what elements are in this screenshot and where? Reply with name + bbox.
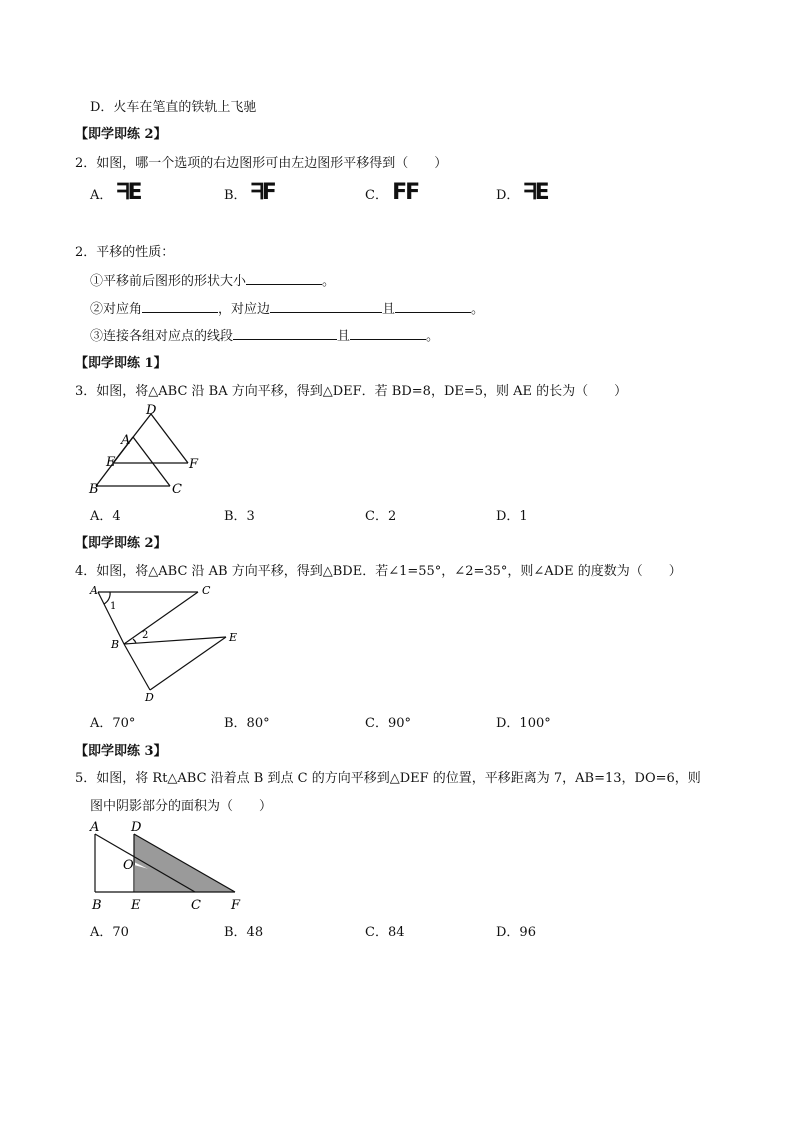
property-3: [90, 325, 439, 344]
q3-option-a: A．4: [90, 509, 121, 524]
section-tag: 【即学即练 2】: [75, 127, 167, 142]
option-label: C．: [365, 188, 388, 203]
q4-figure: [86, 582, 246, 704]
property-text: ①平移前后图形的形状大小: [90, 274, 247, 289]
q5-option-b: B．48: [224, 925, 264, 940]
property-text: ②对应角: [90, 302, 143, 317]
section-tag: 【即学即练 3】: [75, 744, 167, 759]
question-2-stem: 2．如图，哪一个选项的右边图形可由左边图形平移得到（ ）: [75, 156, 448, 171]
label-d: D: [145, 691, 154, 704]
answer-blank[interactable]: [142, 300, 218, 313]
label-c: C: [202, 584, 211, 597]
property-text: ③连接各组对应点的线段: [90, 329, 234, 344]
properties-heading: 2．平移的性质：: [75, 245, 175, 260]
label-e: E: [106, 455, 116, 470]
label-a: A: [90, 820, 100, 835]
option-figure: ᖷE: [116, 180, 141, 205]
q2-option-c: [365, 180, 418, 205]
q3-option-b: B．3: [224, 509, 255, 524]
q2-option-b: [224, 180, 275, 205]
q5-figure: [86, 818, 246, 912]
option-label: D．: [496, 188, 520, 203]
q4-option-d: D．100°: [496, 716, 551, 731]
answer-blank[interactable]: [246, 272, 322, 285]
q1-option-d: D．火车在笔直的铁轨上飞驰: [90, 100, 257, 115]
question-4-stem: 4．如图，将△ABC 沿 AB 方向平移，得到△BDE．若∠1=55°，∠2=35°，则∠ADE 的度数为（ ）: [75, 564, 682, 579]
property-text: 且: [337, 329, 351, 344]
q5-option-a: A．70: [90, 925, 129, 940]
question-5-stem-line-1: 5．如图，将 Rt△ABC 沿着点 B 到点 C 的方向平移到△DEF 的位置，平移距离为 7，AB=13，DO=6，则: [75, 771, 701, 786]
angle-1-label: 1: [110, 601, 117, 612]
label-e: E: [229, 631, 238, 644]
question-5-stem-line-2: 图中阴影部分的面积为（ ）: [90, 799, 273, 814]
label-b: B: [111, 638, 120, 651]
property-text: 且: [382, 302, 396, 317]
option-label: A．: [90, 188, 113, 203]
option-figure: FF: [392, 180, 419, 205]
q3-option-c: C．2: [365, 509, 397, 524]
label-b: B: [92, 898, 102, 912]
label-a: A: [90, 584, 98, 597]
label-b: B: [89, 482, 99, 497]
q3-figure: [86, 402, 216, 498]
q5-option-c: C．84: [365, 925, 405, 940]
property-2: [90, 298, 484, 317]
label-f: F: [231, 898, 241, 912]
option-label: B．: [224, 188, 247, 203]
label-a: A: [121, 433, 131, 448]
q4-option-a: A．70°: [90, 716, 136, 731]
angle-2-label: 2: [142, 630, 149, 641]
label-c: C: [172, 482, 182, 497]
label-f: F: [189, 457, 199, 472]
option-figure: ᖷF: [250, 180, 275, 205]
section-tag: 【即学即练 1】: [75, 356, 167, 371]
label-d: D: [146, 403, 157, 418]
label-d: D: [131, 820, 142, 835]
option-figure: ᖷE: [523, 180, 548, 205]
answer-blank[interactable]: [395, 300, 471, 313]
label-c: C: [191, 898, 201, 912]
property-end: 。: [426, 329, 440, 344]
q2-option-a: [90, 180, 141, 205]
label-e: E: [131, 898, 141, 912]
q4-option-b: B．80°: [224, 716, 270, 731]
q3-option-d: D．1: [496, 509, 528, 524]
property-end: 。: [322, 274, 336, 289]
q5-option-d: D．96: [496, 925, 536, 940]
property-1: [90, 270, 335, 289]
question-3-stem: 3．如图，将△ABC 沿 BA 方向平移，得到△DEF．若 BD=8，DE=5，则 AE 的长为（ ）: [75, 384, 628, 399]
q2-option-d: [496, 180, 548, 205]
q4-option-c: C．90°: [365, 716, 411, 731]
label-o: O: [123, 858, 134, 873]
section-tag: 【即学即练 2】: [75, 536, 167, 551]
answer-blank[interactable]: [233, 327, 337, 340]
property-end: 。: [471, 302, 485, 317]
property-text: ，对应边: [218, 302, 271, 317]
answer-blank[interactable]: [350, 327, 426, 340]
answer-blank[interactable]: [270, 300, 382, 313]
